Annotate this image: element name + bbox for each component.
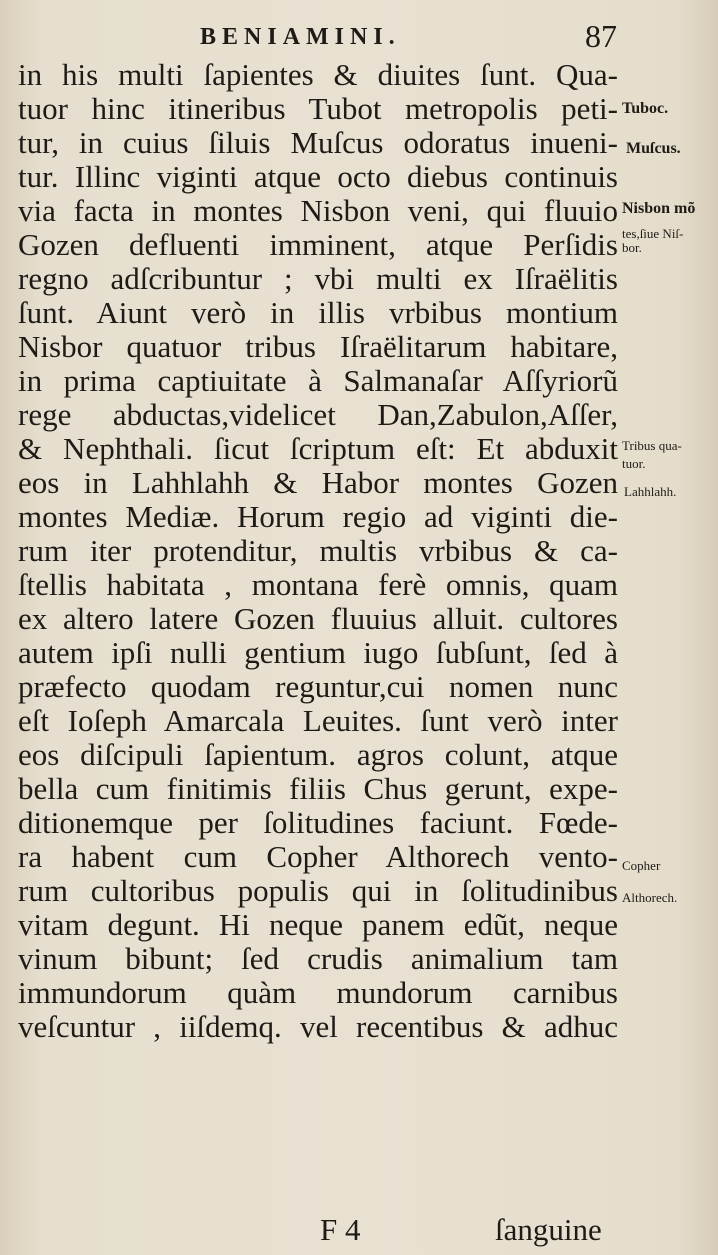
text-line: tuor hinc itineribus Tubot metropolis peti-: [18, 91, 618, 126]
text-line: bella cum finitimis filiis Chus gerunt, expe-: [18, 771, 618, 806]
margin-note-nisbon: Nisbon mõ: [622, 200, 696, 217]
text-line: rum cultoribus populis qui in ſolitudinibus: [18, 873, 618, 908]
text-line: via facta in montes Nisbon veni, qui fluuio: [18, 193, 618, 228]
margin-note-tribus: Tribus qua-: [622, 438, 682, 453]
margin-note-lahhlahh: Lahhlahh.: [624, 484, 677, 499]
text-line: eos in Lahhlahh & Habor montes Gozen: [18, 465, 618, 500]
text-line: tur. Illinc viginti atque octo diebus continuis: [18, 159, 618, 194]
text-line: eos diſcipuli ſapientum. agros colunt, atque: [18, 737, 618, 772]
margin-note-tuboc: Tuboc.: [622, 100, 669, 117]
margin-note-muscus: Muſcus.: [626, 140, 681, 157]
text-line: tur, in cuius ſiluis Muſcus odoratus inueni-: [18, 125, 618, 160]
text-line: veſcuntur , iiſdemq. vel recentibus & adhuc: [18, 1009, 618, 1044]
text-line: montes Mediæ. Horum regio ad viginti die-: [18, 499, 618, 534]
page-number: 87: [585, 18, 617, 54]
text-line: ditionemque per ſolitudines faciunt. Fœde-: [18, 805, 618, 840]
body-text: [18, 58, 618, 1044]
text-line: vinum bibunt; ſed crudis animalium tam: [18, 941, 618, 976]
margin-note-nisbor-line3: bor.: [622, 240, 642, 255]
text-line: eſt Ioſeph Amarcala Leuites. ſunt verò inter: [18, 703, 618, 738]
text-line: præfecto quodam reguntur,cui nomen nunc: [18, 669, 618, 704]
text-line: in his multi ſapientes & diuites ſunt. Qua-: [18, 57, 618, 92]
text-line: ſunt. Aiunt verò in illis vrbibus montium: [18, 295, 618, 330]
text-line: ex altero latere Gozen fluuius alluit. cultores: [18, 601, 618, 636]
signature-mark: F 4: [320, 1212, 361, 1247]
catchword: ſanguine: [495, 1212, 602, 1247]
text-line: ſtellis habitata , montana ferè omnis, quam: [18, 567, 618, 602]
margin-note-nisbor-line2: tes,ſiue Niſ-: [622, 226, 684, 241]
text-line: Gozen defluenti imminent, atque Perſidis: [18, 227, 618, 262]
text-line: autem ipſi nulli gentium iugo ſubſunt, ſed à: [18, 635, 618, 670]
text-line: in prima captiuitate à Salmanaſar Aſſyriorũ: [18, 363, 618, 398]
text-line: regno adſcribuntur ; vbi multi ex Iſraëlitis: [18, 261, 618, 296]
page-header: [0, 18, 718, 58]
margin-note-tribus-line2: tuor.: [622, 456, 646, 471]
page-footer: [0, 1212, 718, 1252]
text-line: ra habent cum Copher Althorech vento-: [18, 839, 618, 874]
text-line: rum iter protenditur, multis vrbibus & ca-: [18, 533, 618, 568]
text-line: rege abductas,videlicet Dan,Zabulon,Aſſer,: [18, 397, 618, 432]
running-head: BENIAMINI.: [200, 24, 401, 50]
text-line: Nisbor quatuor tribus Iſraëlitarum habitare,: [18, 329, 618, 364]
text-line: immundorum quàm mundorum carnibus: [18, 975, 618, 1010]
margin-note-copher: Copher: [622, 858, 661, 873]
text-line: vitam degunt. Hi neque panem edũt, neque: [18, 907, 618, 942]
text-line: & Nephthali. ſicut ſcriptum eſt: Et abduxit: [18, 431, 618, 466]
margin-note-althorech: Althorech.: [622, 890, 678, 905]
